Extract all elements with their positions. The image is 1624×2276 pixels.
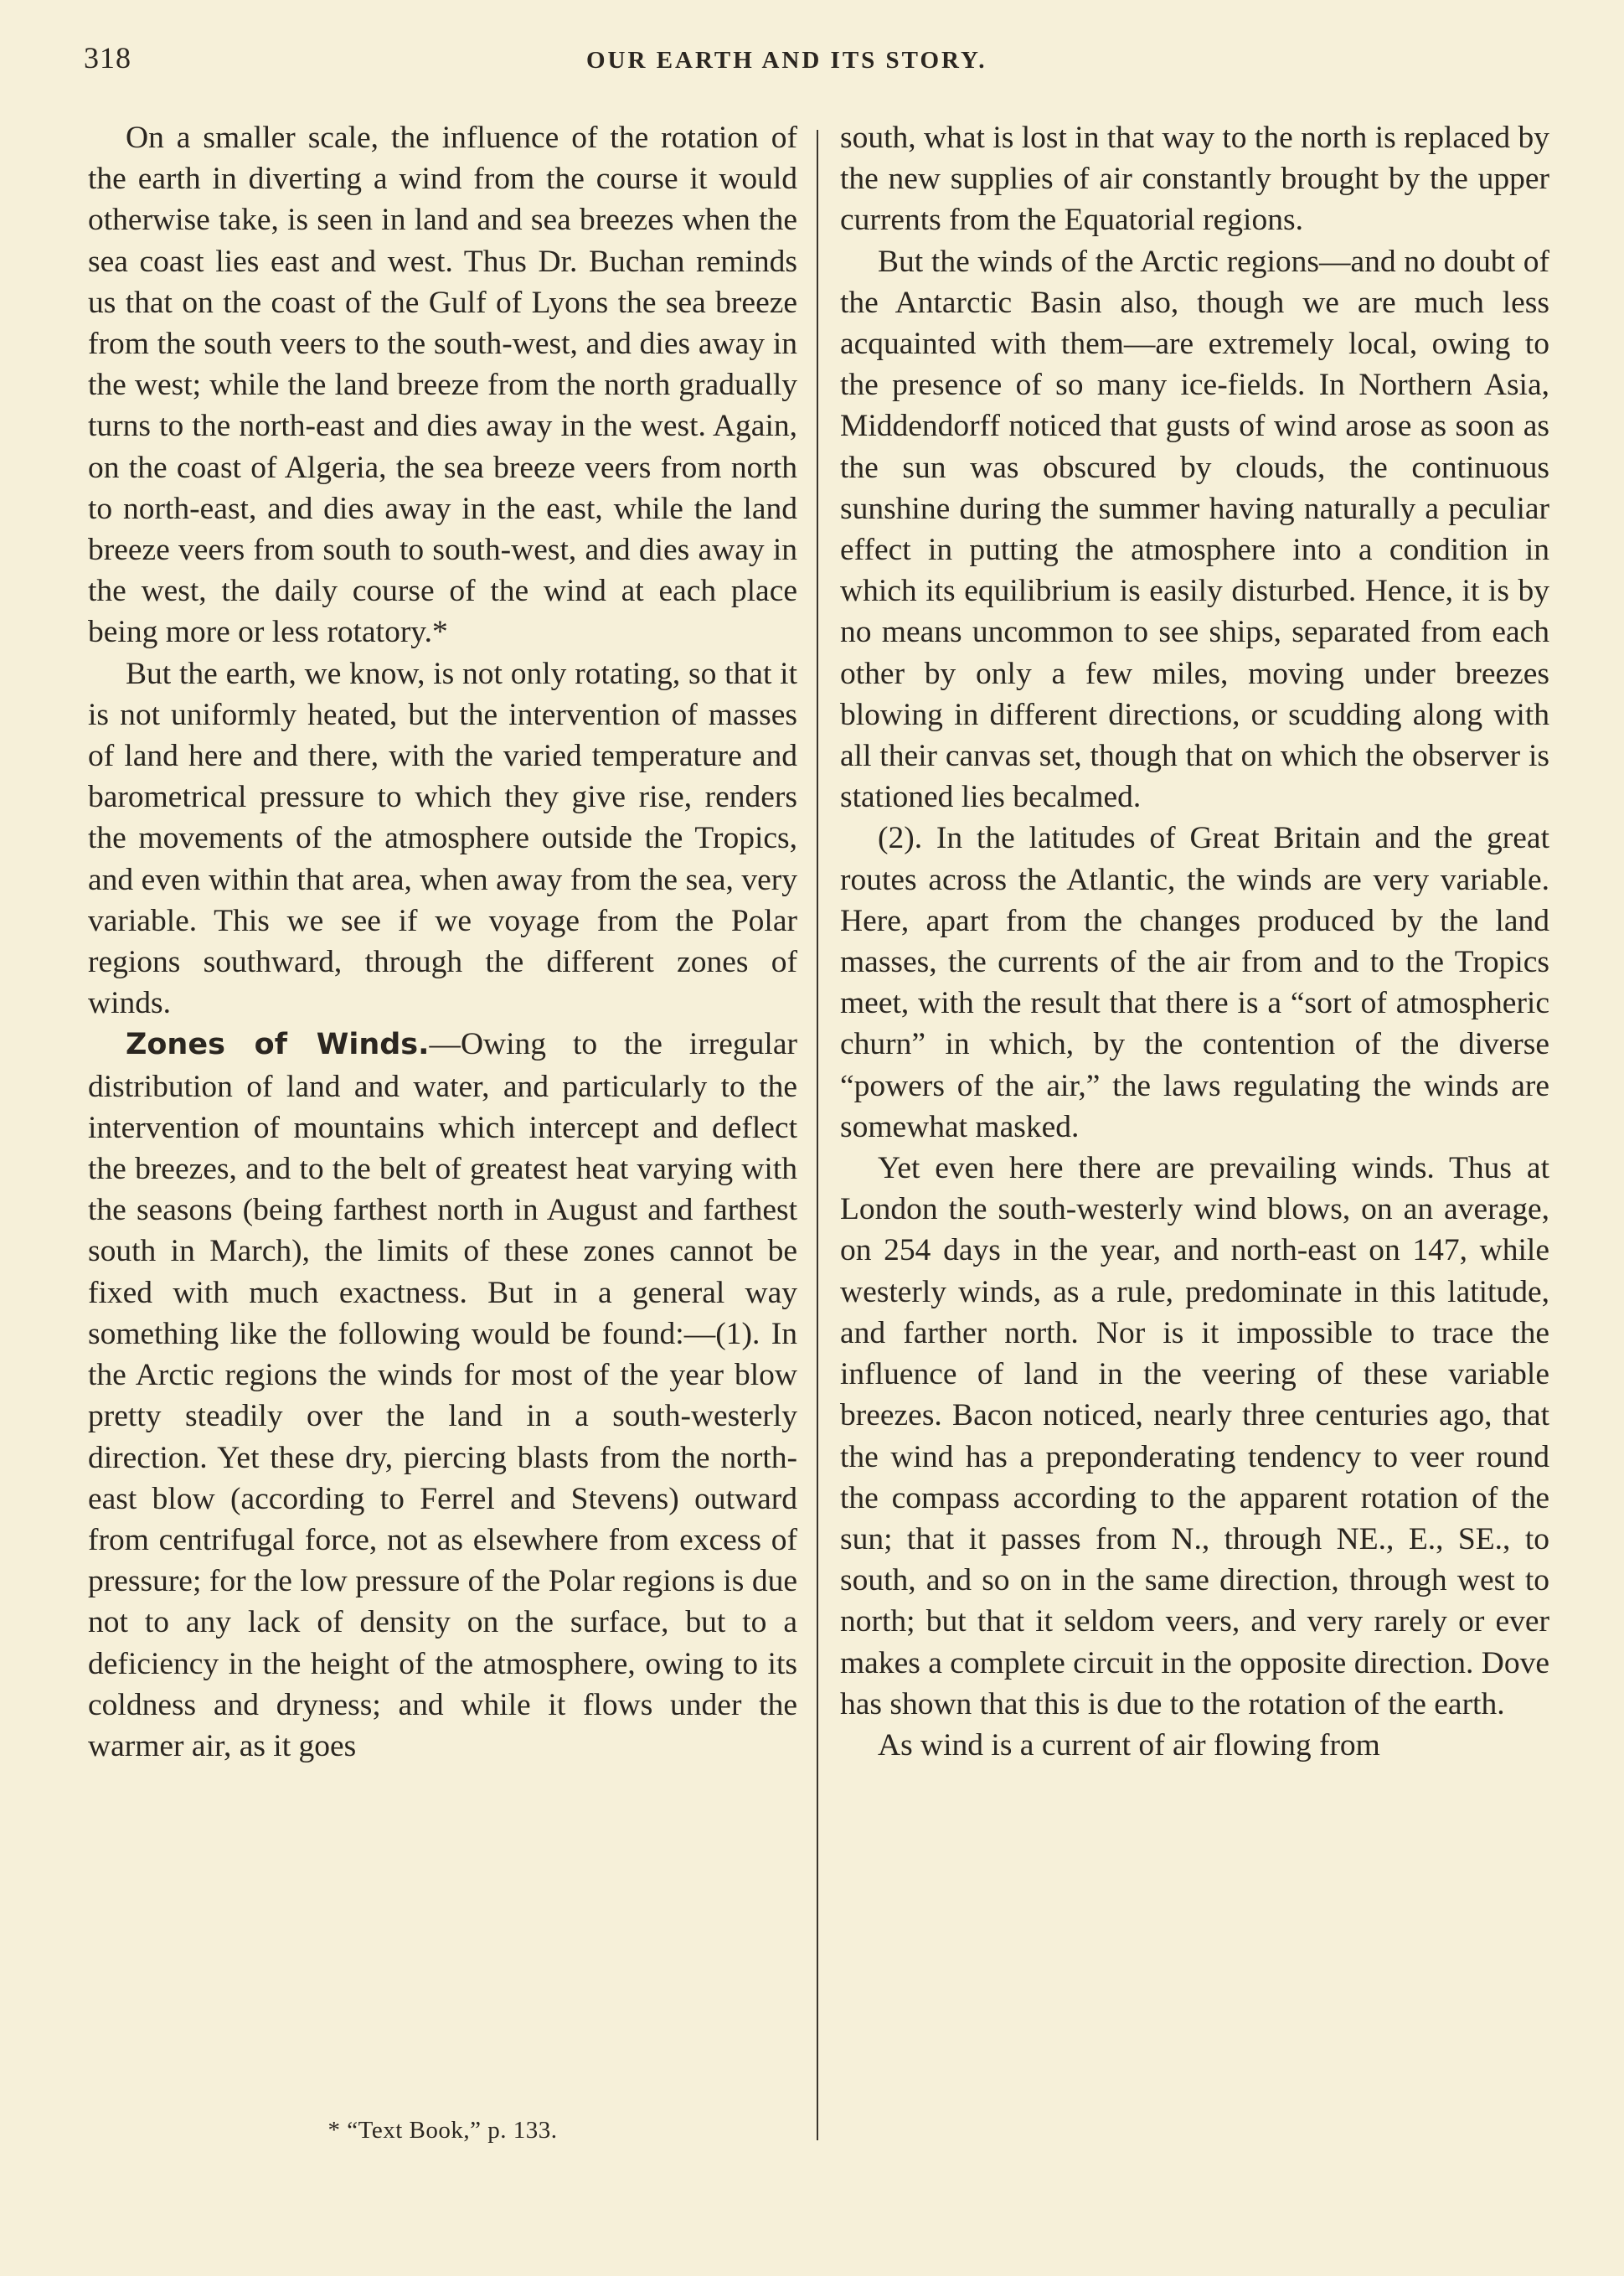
page-number: 318 [84, 41, 131, 75]
left-column [88, 117, 797, 1767]
paragraph: (2). In the latitudes of Great Britain and the great routes across the Atlantic, the winds are very variable. Here, apart from the changes produced by the land masses, the currents of the air from and to the Tropics meet, with the result that there is a “sort of atmospheric churn” in which, by the contention of the diverse “powers of the air,” the laws regulating the winds are somewhat masked. [840, 821, 1549, 1144]
paragraph: But the earth, we know, is not only rotating, so that it is not uniformly heated, but the intervention of masses of land here and there, with the varied temperature and barometrical pressure to which they give rise, renders the movements of the atmosphere outside the Tropics, and even within that area, when away from the sea, very variable. This we see if we voyage from the Polar regions southward, through the different zones of winds. [88, 656, 797, 1021]
paragraph: As wind is a current of air flowing from [878, 1727, 1380, 1762]
paragraph: On a smaller scale, the influence of the rotation of the earth in diverting a wind from the course it would otherwise take, is seen in land and sea breezes when the sea coast lies east and west. Thus Dr. Buchan reminds us that on the coast of the Gulf of Lyons the sea breeze from the south veers to the south-west, and dies away in the west; while the land breeze from the north gradually turns to the north-east and dies away in the west. Again, on the coast of Algeria, the sea breeze veers from north to north-east, and dies away in the east, while the land breeze veers from south to south-west, and dies away in the west, the daily course of the wind at each place being more or less rotatory.* [88, 121, 797, 650]
column-rule [817, 130, 818, 2140]
paragraph: But the winds of the Arctic regions—and no doubt of the Antarctic Basin also, though we are much less acquainted with them—are extremely local, owing to the presence of so many ice-fields. In Northern Asia, Middendorff noticed that gusts of wind arose as soon as the sun was obscured by clouds, the continuous sunshine during the summer having naturally a peculiar effect in putting the atmosphere into a condition in which its equilibrium is easily disturbed. Hence, it is by no means uncommon to see ships, separated from each other by only a few miles, moving under breezes blowing in different directions, or scudding along with all their canvas set, though that on which the observer is stationed lies becalmed. [840, 244, 1549, 815]
footnote: * “Text Book,” p. 133. [327, 2117, 558, 2144]
paragraph-text: —Owing to the irregular distribution of land and water, and particularly to the intervention of mountains which intercept and deflect the breezes, and to the belt of greatest heat varying with the seasons (being farthest north in August and farthest south in March), the limits of these zones cannot be fixed with much exactness. But in a general way something like the following would be found:—(1). In the Arctic regions the winds for most of the year blow pretty steadily over the land in a south-westerly direction. Yet these dry, piercing blasts from the north-east blow (according to Ferrel and Stevens) outward from centrifugal force, not as elsewhere from excess of pressure; for the low pressure of the Polar regions is due not to any lack of density on the surface, but to a deficiency in the height of the atmosphere, owing to its coldness and dryness; and while it flows under the warmer air, as it goes [88, 1027, 797, 1763]
running-title: OUR EARTH AND ITS STORY. [586, 47, 987, 74]
right-column [840, 117, 1549, 1766]
paragraph: Yet even here there are prevailing winds. Thus at London the south-westerly wind blows, on an average, on 254 days in the year, and north-east on 147, while westerly winds, as a rule, predominate in this latitude, and farther north. Nor is it impossible to trace the influence of land in the veering of these variable breezes. Bacon noticed, nearly three centuries ago, that the wind has a preponderating tendency to veer round the compass according to the apparent rotation of the sun; that it passes from N., through NE., E., SE., to south, and so on in the same direction, through west to north; but that it seldom veers, and very rarely or ever makes a complete circuit in the opposite direction. Dove has shown that this is due to the rotation of the earth. [840, 1151, 1549, 1721]
paragraph [88, 1024, 797, 1767]
paragraph: south, what is lost in that way to the north is replaced by the new supplies of air constantly brought by the upper currents from the Equatorial regions. [840, 121, 1549, 238]
section-heading: Zones of Winds. [126, 1028, 430, 1062]
